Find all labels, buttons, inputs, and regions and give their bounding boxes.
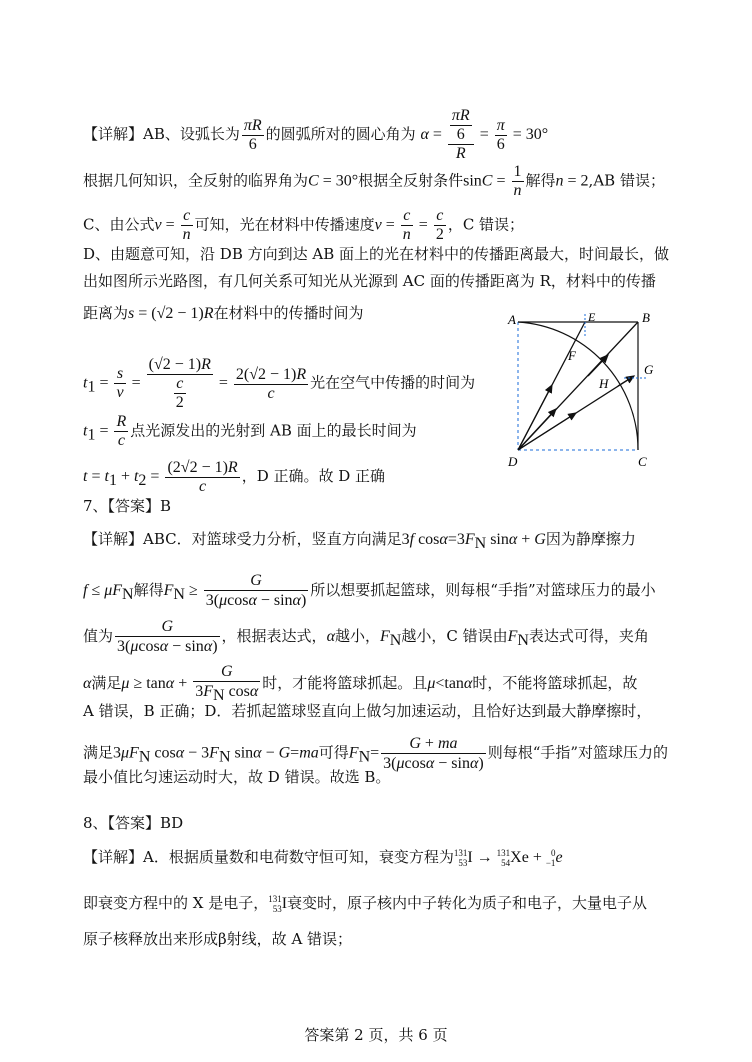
para-ab-1: 【详解】AB、设弧长为 $\frac{\pi R}{6}$ 的圆弧所对的圆心角为 α = $\frac{\frac{\pi R}{6}}{R}$ = $\frac{\pi}{6}$ = 30° [83,107,549,162]
page-footer: 答案第 2 页，共 6 页 [304,1026,448,1044]
label-e: E [588,310,596,324]
q7-line-2: $f \le \mu F_N$解得$F_N$ ≥ $\frac{G}{3(\mu\cos\alpha - \sin\alpha)}$ 所以想要抓起篮球，则每根“手指”对篮球压力的最小 [83,572,656,609]
label-c: C [638,454,647,469]
q8-answer: 8、【答案】BD [83,814,184,832]
label-a: A [508,312,516,327]
label-h: H [599,376,609,391]
label-f: F [568,348,576,363]
formula-t1: $t_1$ = $\frac{s}{v}$ = $\frac{(√2 - 1)R}{\frac{c}{2}}$ = $\frac{2(√2 - 1)R}{c}$ 光在空气中传播的时间为 [83,356,476,411]
q7-line-3: 值为 $\frac{G}{3(\mu\cos\alpha - \sin\alpha)}$ ，根据表达式，α越小，$F_N$越小，C 错误由$F_N$表达式可得，夹角 [83,618,649,655]
q7-line-4: α满足μ ≥ tanα + $\frac{G}{3F_N \cos\alpha}$ 时，才能将篮球抓起。且μ<tanα时，不能将篮球抓起，故 [83,663,638,704]
formula-t1-air: $t_1$ = $\frac{R}{c}$ 点光源发出的光射到 AB 面上的最长时间为 [83,413,417,449]
q8-line-1: 【详解】A．根据质量数和电荷数守恒可知，衰变方程为131 53I → 131 54Xe + 0 −1e [83,848,563,868]
label-g: G [644,362,654,377]
q7-line-6: 满足$3\mu F_N$ $\cos\alpha - 3F_N$ sinα − G=ma可得$F_N=$ $\frac{G + ma}{3(\mu\cos\alpha - \sin\alpha)}$ 则每根“手指”对篮球压力的 [83,735,669,772]
label-b: B [642,310,650,325]
formula-alpha: α [420,126,429,143]
para-c: C、由公式v = $\frac{c}{n}$ 可知，光在材料中传播速度v = $\frac{c}{n}$ = $\frac{c}{2}$ ，C 错误； [83,207,525,243]
formula-t-total: $t = t_1 + t_2$ = $\frac{(2√2 - 1)R}{c}$ ，D 正确。故 D 正确 [83,459,386,495]
q7-line-5: A 错误，B 正确；D．若抓起篮球竖直向上做匀加速运动，且恰好达到最大静摩擦时， [83,702,652,720]
label-d: D [508,454,518,469]
q7-answer: 7、【答案】B [83,497,172,515]
light-path-figure [498,308,670,474]
para-ab-2: 根据几何知识，全反射的临界角为C = 30°根据全反射条件sinC = $\frac{1}{n}$ 解得n = 2,AB 错误； [83,163,665,199]
q7-line-1: 【详解】ABC．对篮球受力分析，竖直方向满足3f $\cos\alpha=3F_N$ sinα + G因为静摩擦力 [83,530,636,552]
para-d-3: 距离为s = (√2 − 1)R在材料中的传播时间为 [83,304,364,322]
q8-line-2: 即衰变方程中的 X 是电子，131 53I衰变时，原子核内中子转化为质子和电子，大量电子从 [83,894,648,914]
para-d-2: 出如图所示光路图，有几何关系可知光从光源到 AC 面的传播距离为 R，材料中的传播 [83,272,656,290]
q7-line-7: 最小值比匀速运动时大，故 D 错误。故选 B。 [83,768,391,786]
q8-line-3: 原子核释放出来形成β射线，故 A 错误； [83,930,353,948]
formula-arc-length: $\frac{\pi R}{6}$ [243,116,262,153]
para-d-1: D、由题意可知，沿 DB 方向到达 AB 面上的光在材料中的传播距离最大，时间最长，做 [83,245,670,263]
